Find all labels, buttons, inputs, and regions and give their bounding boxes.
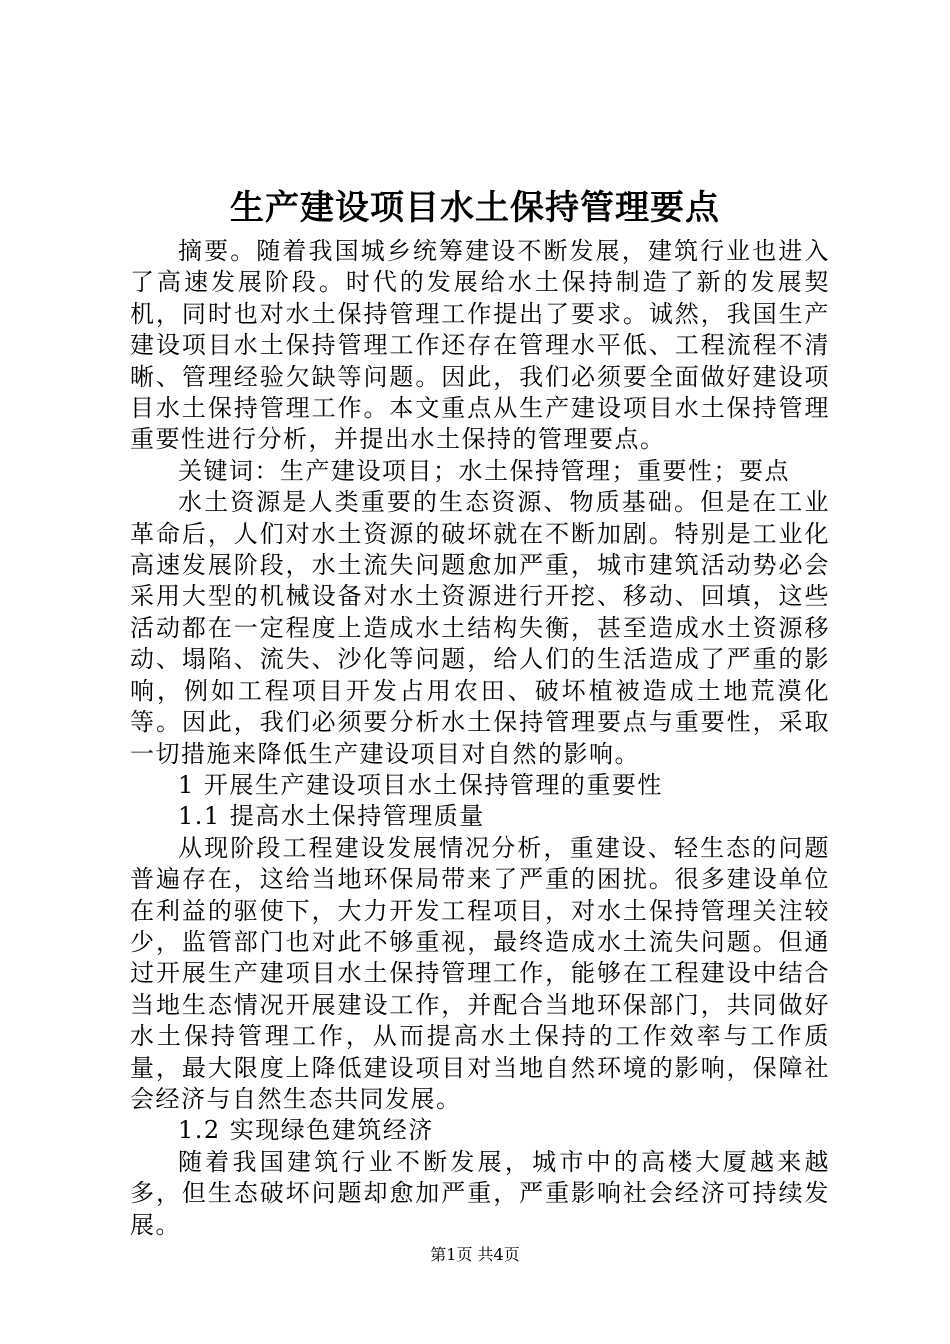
keywords-paragraph: 关键词：生产建设项目；水土保持管理；重要性；要点	[178, 456, 790, 485]
section-heading-1: 1 开展生产建设项目水土保持管理的重要性	[178, 770, 663, 799]
subsection-heading-1-1: 1.1 提高水土保持管理质量	[178, 802, 485, 831]
document-body	[130, 236, 830, 1241]
abstract-paragraph: 摘要。随着我国城乡统筹建设不断发展，建筑行业也进入了高速发展阶段。时代的发展给水土保持制造了新的发展契机，同时也对水土保持管理工作提出了要求。诚然，我国生产建设项目水土保持管理工作还存在管理水平低、工程流程不清晰、管理经验欠缺等问题。因此，我们必须要全面做好建设项目水土保持管理工作。本文重点从生产建设项目水土保持管理重要性进行分析，并提出水土保持的管理要点。	[130, 237, 830, 454]
document-title: 生产建设项目水土保持管理要点	[230, 188, 720, 228]
page-footer: 第1页 共4页	[430, 1245, 520, 1264]
subsection-heading-1-2: 1.2 实现绿色建筑经济	[178, 1116, 434, 1145]
body-paragraph-1-2: 随着我国建筑行业不断发展，城市中的高楼大厦越来越多，但生态破坏问题却愈加严重，严重影响社会经济可持续发展。	[130, 1147, 830, 1239]
body-paragraph-1-1: 从现阶段工程建设发展情况分析，重建设、轻生态的问题普遍存在，这给当地环保局带来了严重的困扰。很多建设单位在利益的驱使下，大力开发工程项目，对水土保持管理关注较少，监管部门也对此不够重视，最终造成水土流失问题。但通过开展生产建项目水土保持管理工作，能够在工程建设中结合当地生态情况开展建设工作，并配合当地环保部门，共同做好水土保持管理工作，从而提高水土保持的工作效率与工作质量，最大限度上降低建设项目对当地自然环境的影响，保障社会经济与自然生态共同发展。	[130, 833, 830, 1113]
intro-paragraph: 水土资源是人类重要的生态资源、物质基础。但是在工业革命后，人们对水土资源的破坏就在不断加剧。特别是工业化高速发展阶段，水土流失问题愈加严重，城市建筑活动势必会采用大型的机械设备对水土资源进行开挖、移动、回填，这些活动都在一定程度上造成水土结构失衡，甚至造成水土资源移动、塌陷、流失、沙化等问题，给人们的生活造成了严重的影响，例如工程项目开发占用农田、破坏植被造成土地荒漠化等。因此，我们必须要分析水土保持管理要点与重要性，采取一切措施来降低生产建设项目对自然的影响。	[130, 488, 830, 768]
